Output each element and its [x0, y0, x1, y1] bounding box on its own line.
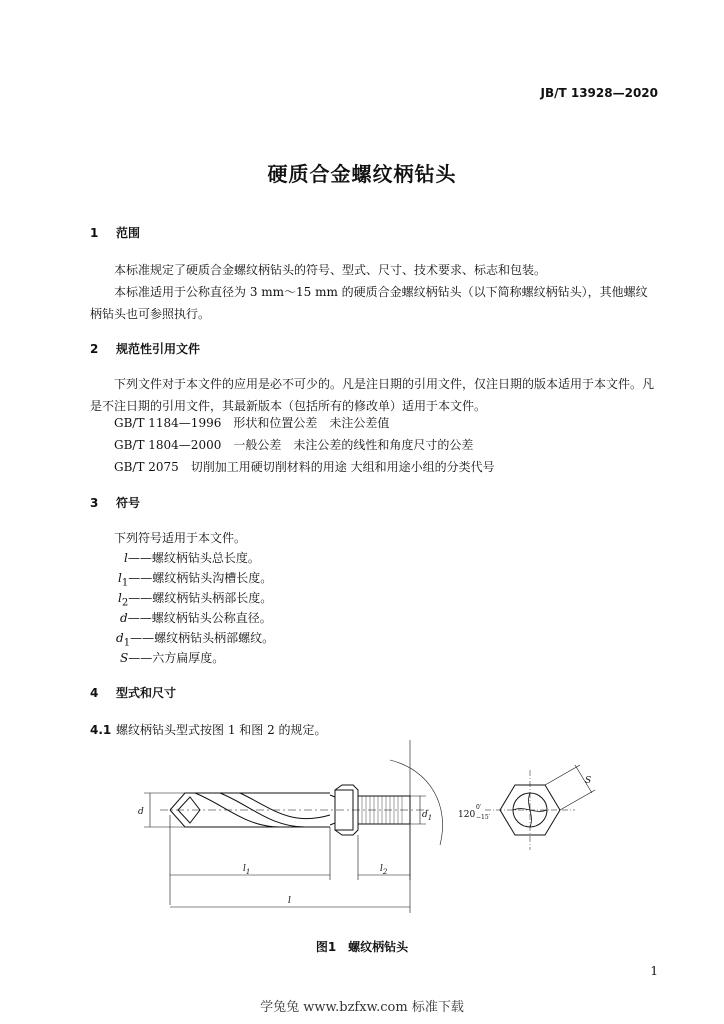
section-title: 螺纹柄钻头型式按图 1 和图 2 的规定。: [116, 723, 327, 737]
reference-item: GB/T 2075 切削加工用硬切削材料的用途 大组和用途小组的分类代号: [114, 460, 495, 474]
section-number: 3: [90, 496, 99, 510]
symbol: l: [118, 591, 122, 605]
paragraph: 下列文件对于本文件的应用是必不可少的。凡是注日期的引用文件，仅注日期的版本适用于本文件。凡是不注日期的引用文件，其最新版本（包括所有的修改单）适用于本文件。: [90, 377, 655, 413]
symbol-subscript: 2: [121, 597, 129, 609]
paragraph: 本标准适用于公称直径为 3 mm～15 mm 的硬质合金螺纹柄钻头（以下简称螺纹柄钻头），其他螺纹柄钻头也可参照执行。: [90, 285, 648, 321]
symbol-entry: [118, 569, 272, 588]
symbol-entry: [120, 649, 224, 668]
symbol: l: [124, 551, 128, 565]
section-title: 范围: [116, 226, 141, 240]
figure-caption: 图1 螺纹柄钻头: [315, 940, 409, 954]
reference-item: GB/T 1804—2000 一般公差 未注公差的线性和角度尺寸的公差: [114, 438, 474, 452]
label-d1-sub: 1: [427, 814, 433, 822]
symbol-entry: [118, 589, 272, 608]
symbols-intro: 下列符号适用于本文件。: [114, 531, 247, 545]
symbol-definition: ——六方扁厚度。: [128, 651, 225, 665]
symbol-entry: [124, 549, 260, 568]
section-number: 2: [90, 342, 99, 356]
section-number: 4.1: [90, 723, 112, 737]
symbol: S: [120, 651, 129, 665]
section-1-heading: [90, 224, 140, 241]
reference-item: GB/T 1184—1996 形状和位置公差 未注公差值: [114, 416, 390, 430]
label-l2-sub: 2: [382, 868, 388, 876]
drill-drawing: [130, 735, 620, 925]
symbol-definition: ——螺纹柄钻头沟槽长度。: [128, 571, 273, 585]
label-d1: [422, 810, 432, 822]
symbol-entry: [120, 609, 272, 628]
section-3-heading: [90, 494, 140, 511]
symbol: d: [116, 631, 124, 645]
label-l: l: [288, 896, 291, 906]
standard-code: JB/T 13928—2020: [540, 86, 658, 100]
angle-upper: 0′: [476, 804, 482, 811]
label-l2: [380, 864, 388, 876]
symbol-subscript: 1: [123, 637, 131, 649]
page-number: 1: [650, 964, 658, 978]
section-title: 型式和尺寸: [116, 686, 177, 700]
label-l1-main: l: [243, 864, 246, 874]
label-l1-sub: 1: [245, 868, 251, 876]
symbol-definition: ——螺纹柄钻头柄部螺纹。: [130, 631, 275, 645]
section-title: 规范性引用文件: [116, 342, 201, 356]
section-title: 符号: [116, 496, 141, 510]
angle-value: [458, 804, 491, 821]
symbol-entry: [116, 629, 274, 648]
symbol: l: [118, 571, 122, 585]
document-title: 硬质合金螺纹柄钻头: [267, 162, 457, 186]
label-S: S: [585, 776, 592, 786]
symbol-definition: ——螺纹柄钻头总长度。: [127, 551, 260, 565]
symbol-definition: ——螺纹柄钻头公称直径。: [127, 611, 272, 625]
label-d: d: [138, 807, 144, 817]
label-l1: [243, 864, 250, 876]
section-2-heading: [90, 340, 200, 357]
section-number: 4: [90, 686, 99, 700]
label-d1-main: d: [422, 810, 428, 820]
symbol-subscript: 1: [121, 577, 129, 589]
angle-main: 120: [458, 810, 476, 820]
section-4-heading: [90, 684, 176, 701]
symbol-definition: ——螺纹柄钻头柄部长度。: [128, 591, 273, 605]
angle-lower: −15′: [476, 814, 491, 821]
section-number: 1: [90, 226, 99, 240]
watermark: 学兔兔 www.bzfxw.com 标准下载: [260, 1000, 464, 1015]
paragraph: 本标准规定了硬质合金螺纹柄钻头的符号、型式、尺寸、技术要求、标志和包装。: [114, 263, 547, 277]
symbol: d: [120, 611, 128, 625]
label-l2-main: l: [380, 864, 383, 874]
